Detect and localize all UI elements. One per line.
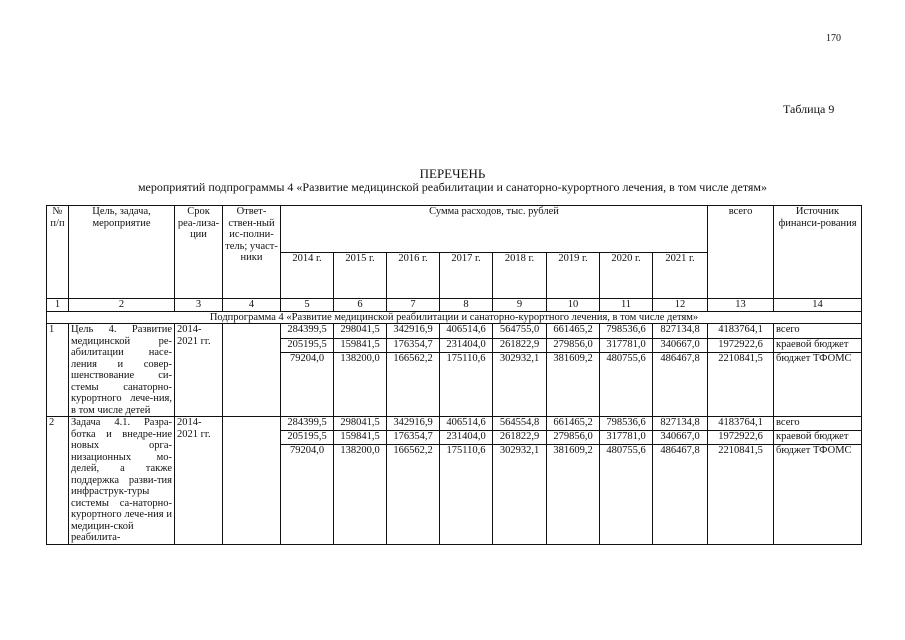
source-cell: всего [774,417,862,431]
amount-cell: 340667,0 [653,338,708,353]
amount-cell: 205195,5 [281,430,334,444]
page-number: 170 [826,33,841,44]
total-cell: 2210841,5 [708,444,774,544]
column-number: 9 [493,299,547,312]
amount-cell: 317781,0 [600,430,653,444]
header-year: 2021 г. [653,252,708,299]
amount-cell: 798536,6 [600,324,653,339]
entry-responsible [223,324,281,417]
entry-number: 1 [47,324,69,417]
amount-cell: 138200,0 [334,444,387,544]
amount-cell: 298041,5 [334,324,387,339]
amount-cell: 827134,8 [653,324,708,339]
amount-cell: 564554,8 [493,417,547,431]
amount-cell: 261822,9 [493,430,547,444]
header-responsible: Ответ-ствен-ный ис-полни-тель; участ-ники [223,206,281,299]
total-cell: 4183764,1 [708,417,774,431]
document-title: ПЕРЕЧЕНЬ [419,166,486,181]
total-cell: 4183764,1 [708,324,774,339]
header-year: 2019 г. [547,252,600,299]
source-cell: бюджет ТФОМС [774,444,862,544]
document-subtitle: мероприятий подпрограммы 4 «Развитие медицинской реабилитации и санаторно-курортного лечения, в том числе детям» [137,180,768,194]
column-number: 5 [281,299,334,312]
amount-cell: 302932,1 [493,444,547,544]
header-year: 2017 г. [440,252,493,299]
entry-goal: Задача 4.1. Разра-ботка и внедре-ние новых орга-низационных мо-делей, а также поддержка разви-тия инфраструк-туры системы са-наторно-курортного лече-ния и медицин-ской реабилита- [69,417,175,545]
total-cell: 2210841,5 [708,353,774,417]
subprogram-title: Подпрограмма 4 «Развитие медицинской реабилитации и санаторно-курортного лечения, в том числе детям» [47,311,862,324]
amount-cell: 298041,5 [334,417,387,431]
header-year: 2020 г. [600,252,653,299]
header-sum: Сумма расходов, тыс. рублей [281,206,708,253]
amount-cell: 279856,0 [547,338,600,353]
header-row-1 [47,206,862,253]
column-number: 2 [69,299,175,312]
amount-cell: 661465,2 [547,417,600,431]
amount-cell: 175110,6 [440,444,493,544]
column-number: 14 [774,299,862,312]
table-row [47,324,862,339]
header-total: всего [708,206,774,299]
amount-cell: 231404,0 [440,338,493,353]
amount-cell: 486467,8 [653,353,708,417]
header-source: Источник финанси-рования [774,206,862,299]
amount-cell: 166562,2 [387,444,440,544]
amount-cell: 827134,8 [653,417,708,431]
entry-goal: Цель 4. Развитие медицинской ре-абилитации насе-ления и совер-шенствование си-стемы санаторно-курортного лече-ния, в том числе детей [69,324,175,417]
amount-cell: 798536,6 [600,417,653,431]
amount-cell: 159841,5 [334,338,387,353]
amount-cell: 342916,9 [387,417,440,431]
amount-cell: 381609,2 [547,444,600,544]
column-number: 11 [600,299,653,312]
amount-cell: 176354,7 [387,338,440,353]
amount-cell: 205195,5 [281,338,334,353]
amount-cell: 661465,2 [547,324,600,339]
amount-cell: 317781,0 [600,338,653,353]
entry-responsible [223,417,281,545]
header-term: Срок реа-лиза-ции [175,206,223,299]
amount-cell: 261822,9 [493,338,547,353]
header-num: № п/п [47,206,69,299]
amount-cell: 166562,2 [387,353,440,417]
amount-cell: 340667,0 [653,430,708,444]
amount-cell: 564755,0 [493,324,547,339]
table-row [47,417,862,431]
amount-cell: 381609,2 [547,353,600,417]
amount-cell: 284399,5 [281,324,334,339]
amount-cell: 159841,5 [334,430,387,444]
column-number: 12 [653,299,708,312]
amount-cell: 284399,5 [281,417,334,431]
activities-table [46,205,862,545]
header-goal: Цель, задача, мероприятие [69,206,175,299]
column-number: 6 [334,299,387,312]
amount-cell: 231404,0 [440,430,493,444]
amount-cell: 79204,0 [281,444,334,544]
amount-cell: 138200,0 [334,353,387,417]
amount-cell: 480755,6 [600,444,653,544]
column-number: 1 [47,299,69,312]
header-year: 2018 г. [493,252,547,299]
amount-cell: 406514,6 [440,324,493,339]
table-label: Таблица 9 [783,102,835,116]
amount-cell: 279856,0 [547,430,600,444]
header-year: 2014 г. [281,252,334,299]
amount-cell: 79204,0 [281,353,334,417]
source-cell: краевой бюджет [774,338,862,353]
column-number: 3 [175,299,223,312]
column-number: 4 [223,299,281,312]
amount-cell: 406514,6 [440,417,493,431]
amount-cell: 175110,6 [440,353,493,417]
amount-cell: 480755,6 [600,353,653,417]
source-cell: бюджет ТФОМС [774,353,862,417]
header-year: 2015 г. [334,252,387,299]
entry-term: 2014-2021 гг. [175,324,223,417]
subprogram-row [47,311,862,324]
entry-number: 2 [47,417,69,545]
amount-cell: 302932,1 [493,353,547,417]
column-number: 8 [440,299,493,312]
column-number: 7 [387,299,440,312]
source-cell: краевой бюджет [774,430,862,444]
column-number: 10 [547,299,600,312]
amount-cell: 486467,8 [653,444,708,544]
total-cell: 1972922,6 [708,430,774,444]
total-cell: 1972922,6 [708,338,774,353]
amount-cell: 176354,7 [387,430,440,444]
entry-term: 2014-2021 гг. [175,417,223,545]
header-year: 2016 г. [387,252,440,299]
amount-cell: 342916,9 [387,324,440,339]
column-number: 13 [708,299,774,312]
column-number-row [47,299,862,312]
source-cell: всего [774,324,862,339]
